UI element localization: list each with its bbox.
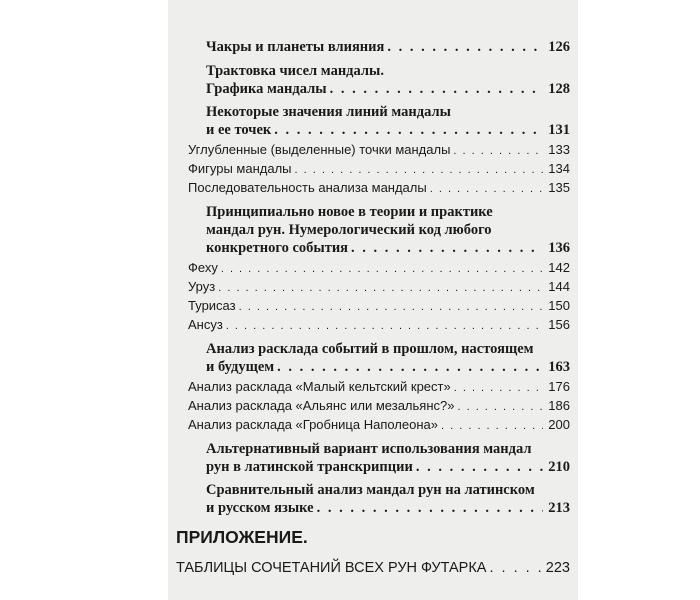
- toc-page-number: 136: [548, 240, 570, 256]
- dot-leader: [218, 280, 543, 297]
- toc-page-number: 142: [548, 260, 570, 275]
- toc-entry: [188, 38, 570, 56]
- toc-entry-title-line: Фигуры мандалы: [188, 161, 292, 176]
- toc-entry-title-line: Феху: [188, 260, 218, 275]
- toc-entry: [188, 103, 570, 139]
- toc-entry-title-line: и ее точек: [206, 122, 272, 138]
- toc-page-number: 200: [548, 417, 570, 432]
- toc-entry-title-line: Турисаз: [188, 298, 236, 313]
- toc-entry-title-line: и русском языке: [206, 500, 314, 516]
- toc-entry-title-line: Анализ расклада событий в прошлом, настоящем: [206, 341, 534, 357]
- toc-entry-title-line: Ансуз: [188, 317, 223, 332]
- toc-entry-title-line: Анализ расклада «Малый кельтский крест»: [188, 379, 451, 394]
- toc-entry-title-line: Альтернативный вариант использования мандал: [206, 441, 532, 457]
- toc-page-number: 156: [548, 317, 570, 332]
- toc-entry-title-line: Уруз: [188, 279, 216, 294]
- toc-entry: [188, 340, 570, 376]
- dot-leader: [274, 121, 543, 139]
- dot-leader: [454, 380, 543, 397]
- toc-entry-title-line: Анализ расклада «Альянс или мезальянс?»: [188, 398, 455, 413]
- dot-leader: [226, 318, 543, 335]
- toc-entry: [188, 160, 570, 179]
- toc-entry-title-line: конкретного события: [206, 240, 349, 256]
- toc-page-number: 135: [548, 180, 570, 195]
- toc-entry-title-line: и будущем: [206, 359, 275, 375]
- toc-entry: [188, 203, 570, 257]
- dot-leader: [430, 181, 543, 198]
- toc-page-number: 131: [548, 122, 570, 138]
- toc-entry-title-line: Некоторые значения линий мандалы: [206, 104, 451, 120]
- toc-entry-title-line: Графика мандалы: [206, 81, 327, 97]
- toc-page-number: 223: [545, 560, 570, 576]
- dot-leader: [453, 143, 543, 160]
- toc-entry: [188, 278, 570, 297]
- toc-entry: [188, 297, 570, 316]
- toc-page-number: 213: [548, 500, 570, 516]
- toc-entry-title-line: ТАБЛИЦЫ СОЧЕТАНИЙ ВСЕХ РУН ФУТАРКА: [176, 560, 487, 576]
- toc-entry: [188, 440, 570, 476]
- toc-page-number: 126: [548, 39, 570, 55]
- toc-entry-title-line: Последовательность анализа мандалы: [188, 180, 427, 195]
- toc-page-number: 133: [548, 142, 570, 157]
- toc-entry-title-line: Трактовка чисел мандалы.: [206, 63, 384, 79]
- toc-entry-title-line: Чакры и планеты влияния: [206, 39, 385, 55]
- toc-page-number: 128: [548, 81, 570, 97]
- toc-entry: [188, 378, 570, 397]
- toc-page-number: 134: [548, 161, 570, 176]
- dot-leader: [221, 261, 543, 278]
- toc-page-number: 163: [548, 359, 570, 375]
- toc-entry: [188, 397, 570, 416]
- toc-entry-title-line: Принципиально новое в теории и практике: [206, 204, 493, 220]
- toc-entry: [188, 416, 570, 435]
- toc-entry-title-line: рун в латинской транскрипции: [206, 459, 413, 475]
- dot-leader: [330, 80, 543, 98]
- dot-leader: [416, 458, 543, 476]
- dot-leader: [295, 162, 543, 179]
- table-of-contents: [176, 34, 570, 576]
- dot-leader: [277, 358, 543, 376]
- toc-entry: [188, 179, 570, 198]
- toc-entry: [188, 259, 570, 278]
- dot-leader: [317, 499, 543, 517]
- dot-leader: [441, 418, 543, 435]
- toc-page-number: 150: [548, 298, 570, 313]
- toc-entry-title-line: Углубленные (выделенные) точки мандалы: [188, 142, 451, 157]
- dot-leader: [351, 239, 543, 257]
- dot-leader: [387, 38, 543, 56]
- toc-entry: [188, 481, 570, 517]
- toc-entry-title-line: мандал рун. Нумерологический код любого: [206, 222, 492, 238]
- toc-page-number: 186: [548, 398, 570, 413]
- toc-entry-title-line: Сравнительный анализ мандал рун на латинском: [206, 482, 535, 498]
- toc-entry-title-line: Анализ расклада «Гробница Наполеона»: [188, 417, 438, 432]
- toc-page-number: 210: [548, 459, 570, 475]
- appendix-heading: ПРИЛОЖЕНИЕ.: [176, 527, 308, 547]
- toc-entry: [188, 62, 570, 98]
- dot-leader: [489, 560, 542, 576]
- toc-page-number: 144: [548, 279, 570, 294]
- toc-entry-tables: [176, 560, 570, 576]
- toc-entry: [188, 316, 570, 335]
- dot-leader: [457, 399, 543, 416]
- toc-entry: [188, 141, 570, 160]
- dot-leader: [239, 299, 543, 316]
- toc-page-number: 176: [548, 379, 570, 394]
